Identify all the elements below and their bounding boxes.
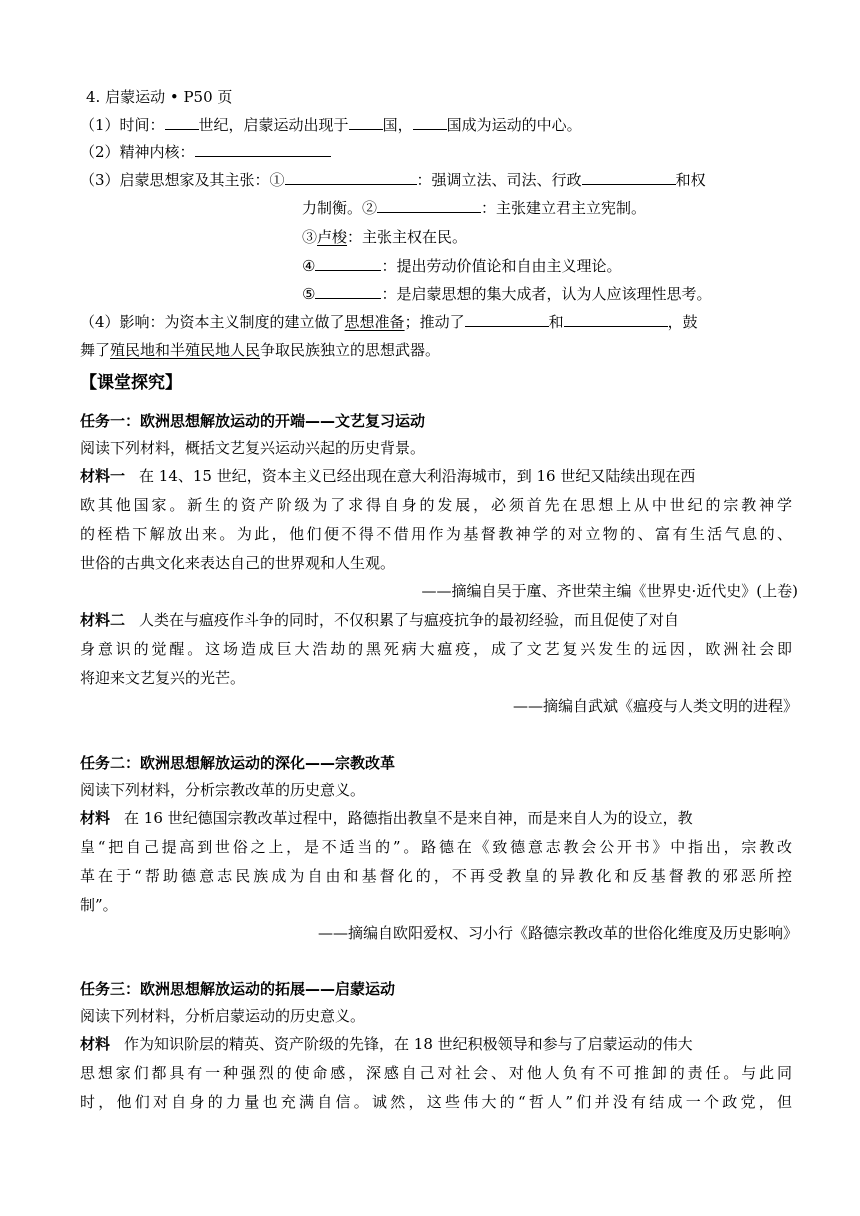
blank-separation[interactable] <box>582 169 676 185</box>
core-question: （2）精神内核： <box>80 141 331 163</box>
task1-material1-source: ——摘编自吴于廑、齐世荣主编《世界史·近代史》(上卷) <box>421 582 798 600</box>
task3-material-line-2: 思想家们都具有一种强烈的使命感，深感自己对社会、对他人负有不可推卸的责任。与此同 <box>80 1064 792 1082</box>
material-label: 材料二 <box>80 611 126 629</box>
task1-material2-line-1: 材料二 人类在与瘟疫作斗争的同时，不仅积累了与瘟疫抗争的最初经验，而且促使了对自 <box>80 611 680 629</box>
thinkers-line-4: ④ ：提出劳动价值论和自由主义理论。 <box>302 257 622 275</box>
task1-material1-line-4: 世俗的古典文化来表达自己的世界观和人生观。 <box>80 554 396 572</box>
task2-material-line-1: 材料 在 16 世纪德国宗教改革过程中，路德指出教皇不是来自神，而是来自人为的设立，教 <box>80 809 693 827</box>
blank-impact-1[interactable] <box>465 311 549 327</box>
blank-century[interactable] <box>165 114 199 130</box>
material-label: 材料一 <box>80 467 126 485</box>
blank-thinker-2[interactable] <box>377 197 481 213</box>
impact-line-1: （4）影响：为资本主义制度的建立做了思想准备；推动了 和 ，鼓 <box>80 313 698 331</box>
task3-title: 任务三：欧洲思想解放运动的拓展——启蒙运动 <box>80 980 396 998</box>
task1-material2-line-3: 将迎来文艺复兴的光芒。 <box>80 669 246 687</box>
blank-center-country[interactable] <box>413 114 447 130</box>
thinkers-line-3: ③卢梭：主张主权在民。 <box>302 228 468 246</box>
task3-material-line-3: 时，他们对自身的力量也充满自信。诚然，这些伟大的“哲人”们并没有结成一个政党，但 <box>80 1093 792 1111</box>
thinkers-line-5: ⑤ ：是启蒙思想的集大成者，认为人应该理性思考。 <box>302 285 712 303</box>
task3-material-line-1: 材料 作为知识阶层的精英、资产阶级的先锋，在 18 世纪积极领导和参与了启蒙运动的伟大 <box>80 1035 693 1053</box>
section-title: 【课堂探究】 <box>80 373 182 393</box>
task1-material1-line-1: 材料一 在 14、15 世纪，资本主义已经出现在意大利沿海城市，到 16 世纪又陆续出现在西 <box>80 467 696 485</box>
impact-underlined-2: 殖民地和半殖民地人民 <box>110 341 261 359</box>
thinkers-line-2: 力制衡。② ：主张建立君主立宪制。 <box>302 199 647 217</box>
blank-thinker-4[interactable] <box>315 255 381 271</box>
task1-title: 任务一：欧洲思想解放运动的开端——文艺复习运动 <box>80 412 426 430</box>
blank-thinker-5[interactable] <box>315 283 381 299</box>
blank-impact-2[interactable] <box>564 311 668 327</box>
thinker-rousseau: 卢梭 <box>317 228 348 246</box>
task1-material2-line-2: 身意识的觉醒。这场造成巨大浩劫的黑死病大瘟疫，成了文艺复兴发生的远因，欧洲社会即 <box>80 640 792 658</box>
task2-material-source: ——摘编自欧阳爱权、习小行《路德宗教改革的世俗化维度及历史影响》 <box>317 924 798 942</box>
task1-prompt: 阅读下列材料，概括文艺复兴运动兴起的历史背景。 <box>80 439 426 457</box>
blank-core[interactable] <box>195 141 331 157</box>
review-heading: 4. 启蒙运动 • P50 页 <box>86 88 233 106</box>
thinkers-line-1: （3）启蒙思想家及其主张：① ：强调立法、司法、行政 和权 <box>80 171 706 189</box>
material-label: 材料 <box>80 809 111 827</box>
time-question: （1）时间： 世纪，启蒙运动出现于 国， 国成为运动的中心。 <box>80 116 582 134</box>
task1-material2-source: ——摘编自武斌《瘟疫与人类文明的进程》 <box>512 697 798 715</box>
task3-prompt: 阅读下列材料，分析启蒙运动的历史意义。 <box>80 1007 366 1025</box>
task2-material-line-3: 革在于“帮助德意志民族成为自由和基督化的，不再受教皇的异教化和反基督教的邪恶所控 <box>80 867 792 885</box>
task2-prompt: 阅读下列材料，分析宗教改革的历史意义。 <box>80 781 366 799</box>
task2-title: 任务二：欧洲思想解放运动的深化——宗教改革 <box>80 754 396 772</box>
task1-material1-line-3: 的桎梏下解放出来。为此，他们便不得不借用作为基督教神学的对立物的、富有生活气息的、 <box>80 525 792 543</box>
task2-material-line-4: 制”。 <box>80 896 118 914</box>
task2-material-line-2: 皇“把自己提高到世俗之上，是不适当的”。路德在《致德意志教会公开书》中指出，宗教改 <box>80 838 792 856</box>
blank-country[interactable] <box>349 114 383 130</box>
impact-underlined-1: 思想准备 <box>344 313 405 331</box>
task1-material1-line-2: 欧其他国家。新生的资产阶级为了求得自身的发展，必须首先在思想上从中世纪的宗教神学 <box>80 496 792 514</box>
material-label: 材料 <box>80 1035 111 1053</box>
blank-thinker-1[interactable] <box>285 169 417 185</box>
impact-line-2: 舞了殖民地和半殖民地人民争取民族独立的思想武器。 <box>80 341 441 359</box>
